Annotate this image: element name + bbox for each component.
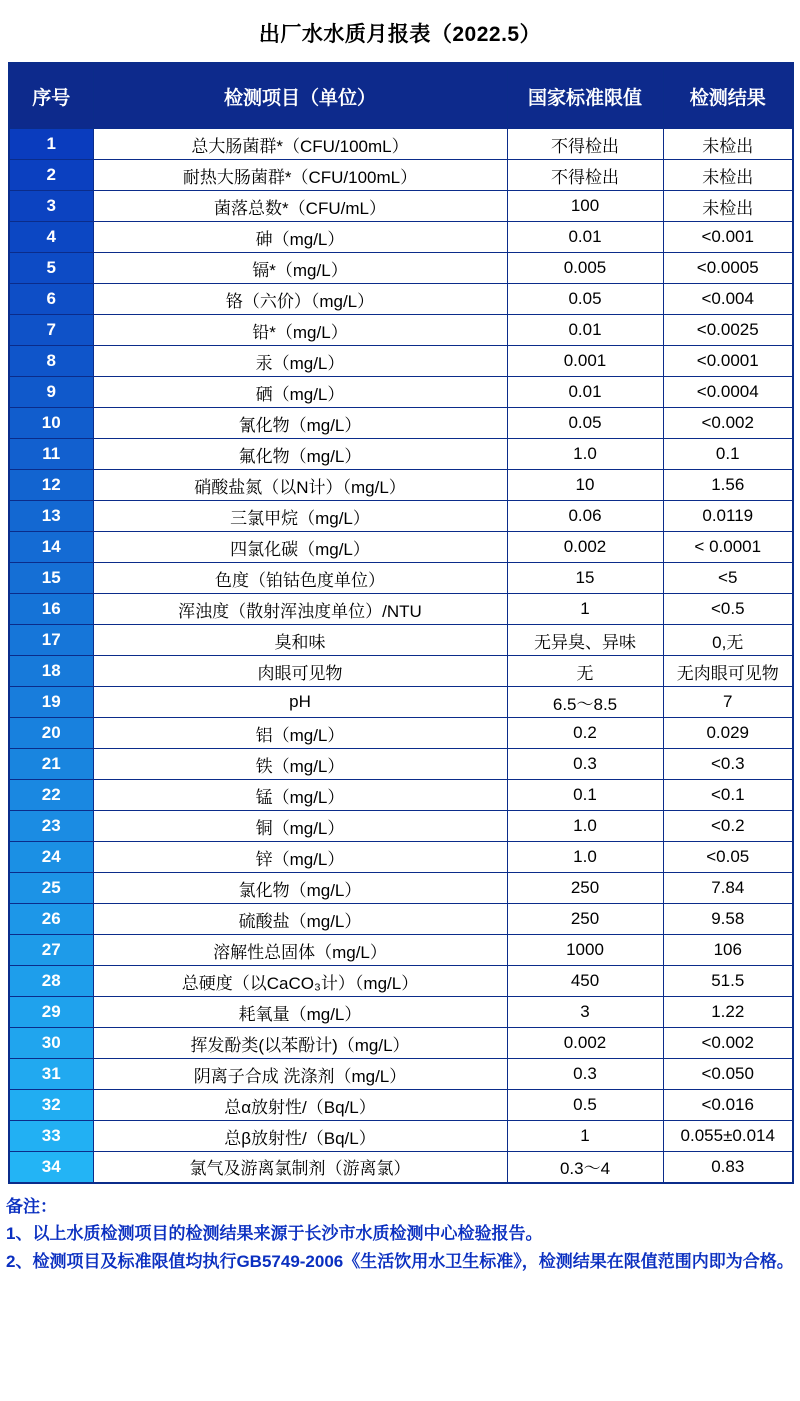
cell-result: 未检出 xyxy=(663,160,793,191)
cell-no: 24 xyxy=(9,842,93,873)
cell-result: <0.001 xyxy=(663,222,793,253)
cell-item: 氯气及游离氯制剂（游离氯） xyxy=(93,1152,507,1183)
cell-standard: 10 xyxy=(507,470,663,501)
table-row xyxy=(9,1152,793,1183)
table-row xyxy=(9,594,793,625)
cell-no: 34 xyxy=(9,1152,93,1183)
cell-standard: 0.06 xyxy=(507,501,663,532)
cell-no: 22 xyxy=(9,780,93,811)
table-row xyxy=(9,873,793,904)
cell-result: <0.0001 xyxy=(663,346,793,377)
cell-standard: 0.002 xyxy=(507,1028,663,1059)
table-row xyxy=(9,160,793,191)
table-row xyxy=(9,780,793,811)
cell-no: 11 xyxy=(9,439,93,470)
cell-item: 臭和味 xyxy=(93,625,507,656)
table-row xyxy=(9,1090,793,1121)
table-row xyxy=(9,346,793,377)
cell-item: 溶解性总固体（mg/L） xyxy=(93,935,507,966)
cell-item: 氟化物（mg/L） xyxy=(93,439,507,470)
cell-item: 菌落总数*（CFU/mL） xyxy=(93,191,507,222)
table-row xyxy=(9,563,793,594)
cell-standard: 1 xyxy=(507,1121,663,1152)
cell-result: <0.3 xyxy=(663,749,793,780)
cell-item: 锌（mg/L） xyxy=(93,842,507,873)
cell-standard: 6.5～8.5 xyxy=(507,687,663,718)
cell-standard: 15 xyxy=(507,563,663,594)
cell-no: 32 xyxy=(9,1090,93,1121)
cell-no: 6 xyxy=(9,284,93,315)
cell-item: 铅*（mg/L） xyxy=(93,315,507,346)
cell-item: 铬（六价）（mg/L） xyxy=(93,284,507,315)
table-row xyxy=(9,1028,793,1059)
cell-standard: 0.3 xyxy=(507,1059,663,1090)
cell-no: 28 xyxy=(9,966,93,997)
cell-result: <0.1 xyxy=(663,780,793,811)
cell-no: 7 xyxy=(9,315,93,346)
cell-no: 8 xyxy=(9,346,93,377)
cell-standard: 无异臭、异味 xyxy=(507,625,663,656)
cell-result: <0.0005 xyxy=(663,253,793,284)
column-header-item: 检测项目（单位） xyxy=(93,63,507,129)
table-row xyxy=(9,377,793,408)
cell-result: 未检出 xyxy=(663,129,793,160)
table-row xyxy=(9,253,793,284)
cell-standard: 0.01 xyxy=(507,315,663,346)
cell-result: 0.1 xyxy=(663,439,793,470)
table-row xyxy=(9,501,793,532)
notes-section xyxy=(0,1184,800,1287)
cell-result: 7 xyxy=(663,687,793,718)
cell-result: 106 xyxy=(663,935,793,966)
table-header xyxy=(9,63,793,129)
table-row xyxy=(9,315,793,346)
cell-standard: 不得检出 xyxy=(507,129,663,160)
cell-no: 30 xyxy=(9,1028,93,1059)
cell-result: 7.84 xyxy=(663,873,793,904)
cell-no: 2 xyxy=(9,160,93,191)
cell-item: 总大肠菌群*（CFU/100mL） xyxy=(93,129,507,160)
cell-no: 9 xyxy=(9,377,93,408)
cell-no: 3 xyxy=(9,191,93,222)
table-row xyxy=(9,1059,793,1090)
cell-result: 1.22 xyxy=(663,997,793,1028)
cell-item: 硫酸盐（mg/L） xyxy=(93,904,507,935)
cell-standard: 0.001 xyxy=(507,346,663,377)
cell-standard: 0.05 xyxy=(507,408,663,439)
table-row xyxy=(9,129,793,160)
cell-result: <0.002 xyxy=(663,408,793,439)
cell-no: 31 xyxy=(9,1059,93,1090)
cell-result: <0.050 xyxy=(663,1059,793,1090)
cell-item: 砷（mg/L） xyxy=(93,222,507,253)
cell-result: <0.0004 xyxy=(663,377,793,408)
cell-result: 0.055±0.014 xyxy=(663,1121,793,1152)
cell-result: < 0.0001 xyxy=(663,532,793,563)
cell-no: 20 xyxy=(9,718,93,749)
table-row xyxy=(9,470,793,501)
cell-result: 未检出 xyxy=(663,191,793,222)
cell-item: 硝酸盐氮（以N计）（mg/L） xyxy=(93,470,507,501)
table-row xyxy=(9,408,793,439)
cell-standard: 0.3～4 xyxy=(507,1152,663,1183)
cell-no: 26 xyxy=(9,904,93,935)
cell-result: 51.5 xyxy=(663,966,793,997)
cell-no: 5 xyxy=(9,253,93,284)
cell-standard: 100 xyxy=(507,191,663,222)
cell-item: 总硬度（以CaCO₃计）（mg/L） xyxy=(93,966,507,997)
cell-standard: 0.01 xyxy=(507,377,663,408)
cell-item: 硒（mg/L） xyxy=(93,377,507,408)
cell-item: 总β放射性/（Bq/L） xyxy=(93,1121,507,1152)
cell-no: 10 xyxy=(9,408,93,439)
cell-result: 0.0119 xyxy=(663,501,793,532)
table-row xyxy=(9,904,793,935)
table-row xyxy=(9,532,793,563)
cell-standard: 450 xyxy=(507,966,663,997)
cell-item: 肉眼可见物 xyxy=(93,656,507,687)
cell-result: <0.0025 xyxy=(663,315,793,346)
page-title: 出厂水水质月报表（2022.5） xyxy=(258,23,542,46)
cell-standard: 0.01 xyxy=(507,222,663,253)
table-row xyxy=(9,811,793,842)
cell-standard: 1.0 xyxy=(507,842,663,873)
cell-no: 13 xyxy=(9,501,93,532)
table-row xyxy=(9,687,793,718)
table-row xyxy=(9,191,793,222)
cell-result: 无肉眼可见物 xyxy=(663,656,793,687)
cell-standard: 不得检出 xyxy=(507,160,663,191)
cell-result: <0.002 xyxy=(663,1028,793,1059)
table-row xyxy=(9,997,793,1028)
cell-item: 铁（mg/L） xyxy=(93,749,507,780)
water-quality-table xyxy=(8,62,794,1184)
cell-item: 铝（mg/L） xyxy=(93,718,507,749)
cell-item: 四氯化碳（mg/L） xyxy=(93,532,507,563)
cell-standard: 0.005 xyxy=(507,253,663,284)
table-row xyxy=(9,718,793,749)
cell-no: 4 xyxy=(9,222,93,253)
cell-standard: 0.002 xyxy=(507,532,663,563)
cell-result: <0.004 xyxy=(663,284,793,315)
cell-result: 0.83 xyxy=(663,1152,793,1183)
cell-no: 18 xyxy=(9,656,93,687)
cell-no: 23 xyxy=(9,811,93,842)
cell-standard: 0.05 xyxy=(507,284,663,315)
cell-item: 氯化物（mg/L） xyxy=(93,873,507,904)
cell-result: <0.016 xyxy=(663,1090,793,1121)
cell-no: 16 xyxy=(9,594,93,625)
cell-no: 1 xyxy=(9,129,93,160)
cell-item: 耗氧量（mg/L） xyxy=(93,997,507,1028)
cell-no: 29 xyxy=(9,997,93,1028)
cell-standard: 无 xyxy=(507,656,663,687)
cell-item: 汞（mg/L） xyxy=(93,346,507,377)
notes-heading: 备注： xyxy=(6,1196,57,1216)
cell-standard: 1.0 xyxy=(507,439,663,470)
table-row xyxy=(9,966,793,997)
cell-item: 耐热大肠菌群*（CFU/100mL） xyxy=(93,160,507,191)
cell-no: 15 xyxy=(9,563,93,594)
cell-no: 12 xyxy=(9,470,93,501)
table-row xyxy=(9,284,793,315)
cell-no: 19 xyxy=(9,687,93,718)
cell-result: 0.029 xyxy=(663,718,793,749)
column-header-standard: 国家标准限值 xyxy=(507,63,663,129)
cell-no: 25 xyxy=(9,873,93,904)
cell-item: 挥发酚类(以苯酚计)（mg/L） xyxy=(93,1028,507,1059)
cell-item: pH xyxy=(93,687,507,718)
cell-standard: 1.0 xyxy=(507,811,663,842)
cell-item: 镉*（mg/L） xyxy=(93,253,507,284)
cell-no: 21 xyxy=(9,749,93,780)
cell-standard: 1000 xyxy=(507,935,663,966)
cell-standard: 250 xyxy=(507,873,663,904)
cell-no: 17 xyxy=(9,625,93,656)
cell-item: 总α放射性/（Bq/L） xyxy=(93,1090,507,1121)
table-row xyxy=(9,656,793,687)
cell-standard: 1 xyxy=(507,594,663,625)
cell-result: <0.05 xyxy=(663,842,793,873)
cell-no: 27 xyxy=(9,935,93,966)
column-header-result: 检测结果 xyxy=(663,63,793,129)
cell-result: 9.58 xyxy=(663,904,793,935)
cell-standard: 250 xyxy=(507,904,663,935)
cell-item: 铜（mg/L） xyxy=(93,811,507,842)
cell-standard: 0.1 xyxy=(507,780,663,811)
cell-item: 氰化物（mg/L） xyxy=(93,408,507,439)
table-row xyxy=(9,625,793,656)
note-line-1: 1、以上水质检测项目的检测结果来源于长沙市水质检测中心检验报告。 xyxy=(6,1224,543,1243)
cell-item: 三氯甲烷（mg/L） xyxy=(93,501,507,532)
cell-item: 阴离子合成 洗涤剂（mg/L） xyxy=(93,1059,507,1090)
cell-standard: 3 xyxy=(507,997,663,1028)
note-line-2: 2、检测项目及标准限值均执行GB5749-2006《生活饮用水卫生标准》，检测结果在限值范围内即为合格。 xyxy=(6,1251,794,1271)
table-row xyxy=(9,935,793,966)
cell-result: <0.2 xyxy=(663,811,793,842)
cell-standard: 0.5 xyxy=(507,1090,663,1121)
cell-result: 1.56 xyxy=(663,470,793,501)
cell-item: 浑浊度（散射浑浊度单位）/NTU xyxy=(93,594,507,625)
table-row xyxy=(9,439,793,470)
table-container xyxy=(0,62,800,1184)
table-row xyxy=(9,222,793,253)
cell-result: <0.5 xyxy=(663,594,793,625)
table-row xyxy=(9,1121,793,1152)
table-header-row xyxy=(9,63,793,129)
column-header-no: 序号 xyxy=(9,63,93,129)
table-row xyxy=(9,749,793,780)
cell-item: 锰（mg/L） xyxy=(93,780,507,811)
cell-no: 33 xyxy=(9,1121,93,1152)
cell-standard: 0.3 xyxy=(507,749,663,780)
cell-no: 14 xyxy=(9,532,93,563)
cell-result: <5 xyxy=(663,563,793,594)
table-row xyxy=(9,842,793,873)
cell-standard: 0.2 xyxy=(507,718,663,749)
cell-result: 0,无 xyxy=(663,625,793,656)
table-body xyxy=(9,129,793,1183)
cell-item: 色度（铂钴色度单位） xyxy=(93,563,507,594)
